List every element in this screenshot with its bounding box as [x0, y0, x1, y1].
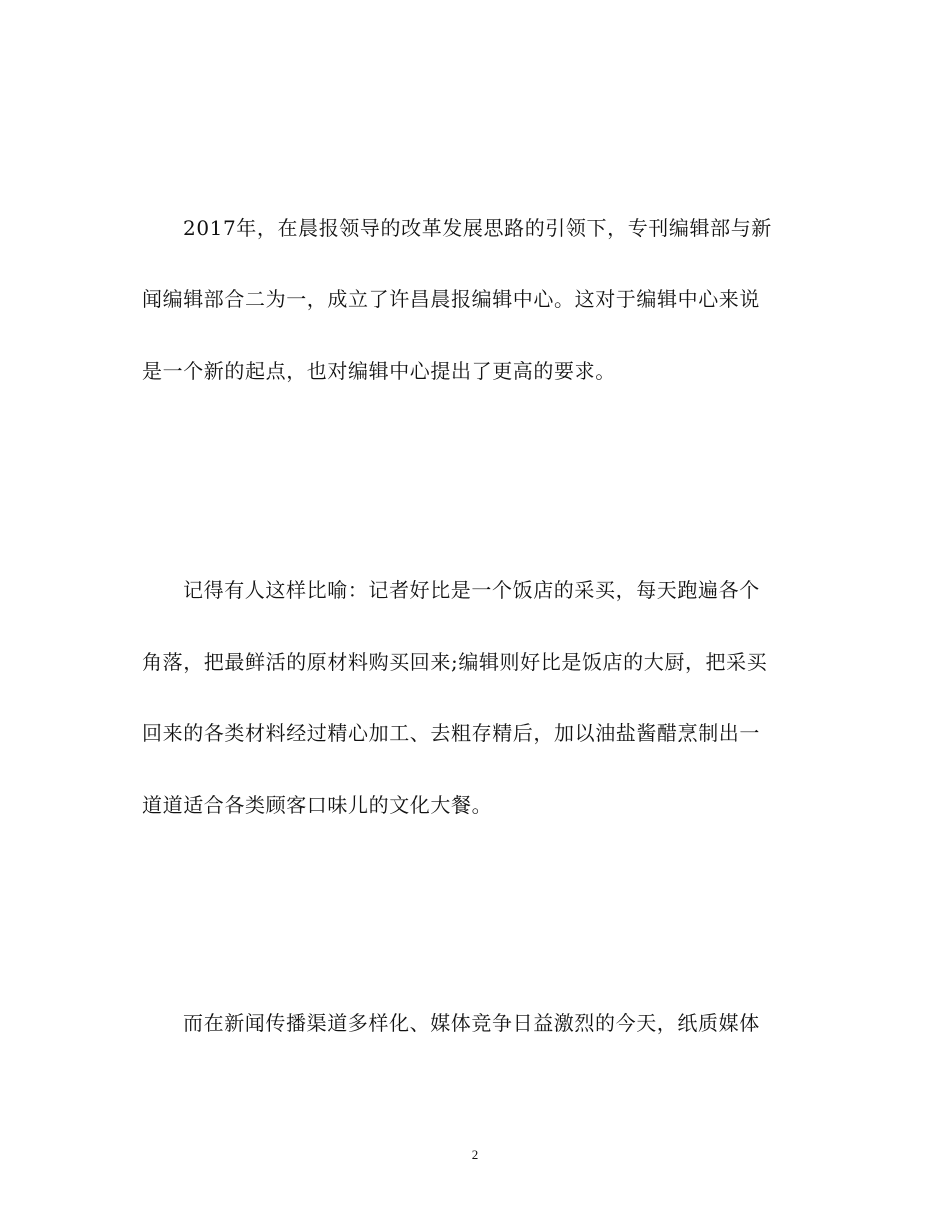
paragraph-2-line-2: 角落，把最鲜活的原材料购买回来;编辑则好比是饭店的大厨，把采买 — [142, 650, 768, 674]
paragraph-1-line-1: 2017年，在晨报领导的改革发展思路的引领下，专刊编辑部与新 — [183, 216, 772, 240]
paragraph-1-line-2: 闻编辑部合二为一，成立了许昌晨报编辑中心。这对于编辑中心来说 — [142, 287, 760, 311]
paragraph-2-line-1: 记得有人这样比喻：记者好比是一个饭店的采买，每天跑遍各个 — [183, 578, 760, 602]
paragraph-1-line-3: 是一个新的起点，也对编辑中心提出了更高的要求。 — [142, 359, 616, 383]
page-number: 2 — [471, 1147, 479, 1162]
paragraph-2-line-3: 回来的各类材料经过精心加工、去粗存精后，加以油盐酱醋烹制出一 — [142, 721, 760, 745]
paragraph-3-line-1: 而在新闻传播渠道多样化、媒体竞争日益激烈的今天，纸质媒体 — [183, 1011, 760, 1035]
paragraph-2-line-4: 道道适合各类顾客口味儿的文化大餐。 — [142, 793, 493, 817]
